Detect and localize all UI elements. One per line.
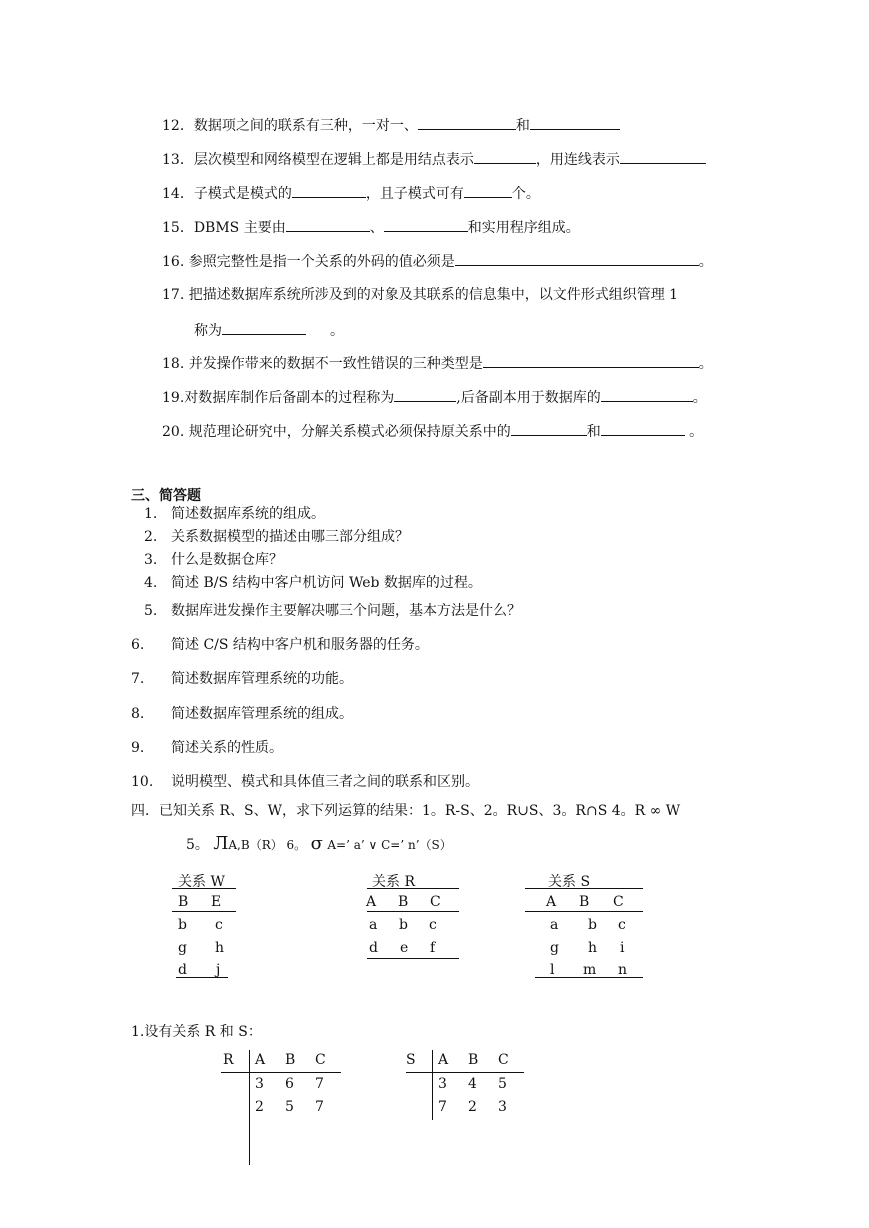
table-cell: j — [216, 962, 221, 978]
column-header: B — [579, 894, 590, 910]
relation-name: S — [406, 1052, 416, 1068]
item-text: 关系数据模型的描述由哪三部分组成？ — [171, 529, 409, 545]
table-title: 关系 S — [548, 874, 591, 890]
column-header: E — [211, 894, 222, 910]
table-cell: h — [588, 940, 598, 956]
relation-name: R — [223, 1052, 234, 1068]
list-item — [131, 706, 353, 722]
question-12 — [162, 115, 620, 134]
table-title: 关系 R — [372, 874, 415, 890]
table-cell: c — [429, 917, 437, 933]
question-text: 参照完整性是指一个关系的外码的值必须是 — [188, 254, 455, 270]
list-item — [144, 603, 521, 619]
question-text: 、 — [369, 220, 384, 236]
question-text: ,后备副本用于数据库的 — [456, 390, 601, 406]
question-13 — [162, 149, 706, 168]
column-header: C — [498, 1052, 509, 1068]
item-text: 说明模型、模式和具体值三者之间的联系和区别。 — [171, 774, 479, 790]
table-cell: a — [550, 917, 559, 933]
answer-blank[interactable] — [474, 149, 536, 164]
list-item — [144, 506, 325, 522]
question-17-continued — [194, 320, 344, 339]
table-cell: 2 — [255, 1099, 264, 1115]
question-text: 数据项之间的联系有三种，一对一、 — [193, 118, 418, 134]
list-item — [144, 575, 482, 591]
question-text: 。 — [698, 356, 713, 372]
question-text: 。 — [689, 424, 704, 440]
table-cell: 3 — [498, 1099, 507, 1115]
column-header: C — [430, 894, 441, 910]
question-text: ，且子模式可有 — [365, 186, 464, 202]
answer-blank[interactable] — [222, 320, 306, 335]
table-cell: b — [178, 917, 187, 933]
table-cell: 6 — [285, 1076, 294, 1092]
question-number: 18. — [162, 356, 185, 372]
question-number: 15． — [162, 220, 194, 236]
item-text: 简述数据库管理系统的功能。 — [171, 671, 353, 687]
item-number: 6. — [131, 637, 145, 653]
table-cell: c — [215, 917, 223, 933]
answer-blank[interactable] — [601, 421, 685, 436]
table-cell: g — [178, 940, 187, 956]
question-text: 和 — [515, 118, 530, 134]
table-cell: l — [550, 962, 555, 978]
table-cell: 3 — [255, 1076, 264, 1092]
question-17 — [162, 287, 678, 303]
list-item — [131, 774, 479, 790]
projection-args: A,B（R） 6。 — [228, 838, 307, 852]
question-19 — [162, 387, 707, 406]
answer-blank[interactable] — [530, 115, 620, 130]
question-number: 14． — [162, 186, 194, 202]
table-cell: 4 — [468, 1076, 477, 1092]
list-item — [131, 637, 429, 653]
question-text: 。 — [698, 254, 713, 270]
question-14 — [162, 183, 540, 202]
question-1-intro: 1.设有关系 R 和 S： — [131, 1024, 262, 1040]
item-number: 8. — [131, 706, 145, 722]
table-cell: m — [583, 962, 597, 978]
table-cell: f — [430, 940, 436, 956]
item-text: 简述数据库管理系统的组成。 — [171, 706, 353, 722]
table-cell: 7 — [438, 1099, 447, 1115]
table-cell: e — [400, 940, 409, 956]
table-cell: 5 — [498, 1076, 507, 1092]
column-header: B — [468, 1052, 479, 1068]
column-header: B — [398, 894, 409, 910]
question-text: 个。 — [511, 186, 540, 202]
answer-blank[interactable] — [286, 217, 370, 232]
question-text: 。 — [330, 323, 344, 339]
selection-symbol: σ — [310, 833, 323, 854]
answer-blank[interactable] — [464, 183, 512, 198]
list-item — [144, 552, 283, 568]
table-cell: 3 — [438, 1076, 447, 1092]
question-text: 。 — [692, 390, 707, 406]
column-header: B — [285, 1052, 296, 1068]
selection-args: A=’ a’ ∨ C=’ n’（S） — [327, 838, 452, 852]
question-number: 12． — [162, 118, 194, 134]
table-cell: d — [369, 940, 378, 956]
question-number: 13． — [162, 152, 194, 168]
question-text: 层次模型和网络模型在逻辑上都是用结点表示 — [193, 152, 474, 168]
table-cell: i — [620, 940, 625, 956]
column-header: A — [438, 1052, 449, 1068]
item-number: 3. — [144, 552, 158, 568]
table-cell: n — [618, 962, 628, 978]
answer-blank[interactable] — [483, 353, 699, 368]
table-cell: a — [369, 917, 378, 933]
question-text: 和 — [586, 424, 601, 440]
item-number: 9. — [131, 740, 145, 756]
table-title: 关系 W — [178, 874, 225, 890]
section-4-line-1: 四．已知关系 R、S、W，求下列运算的结果：1。R-S、2。R∪S、3。R∩S 4。R ∞ W — [131, 803, 681, 819]
section-3-title: 三、简答题 — [131, 488, 201, 504]
table-cell: b — [399, 917, 408, 933]
item-number: 5. — [144, 603, 158, 619]
item-text: 什么是数据仓库？ — [171, 552, 283, 568]
question-number: 20. — [162, 424, 185, 440]
column-header: A — [546, 894, 557, 910]
question-20 — [162, 421, 703, 440]
answer-blank[interactable] — [455, 251, 699, 266]
question-number: 16. — [162, 254, 185, 270]
table-cell: 2 — [468, 1099, 477, 1115]
question-16 — [162, 251, 713, 270]
table-cell: d — [178, 962, 187, 978]
answer-blank[interactable] — [620, 149, 706, 164]
projection-symbol: Л — [213, 833, 229, 854]
column-header: C — [315, 1052, 326, 1068]
item-number: 4. — [144, 575, 158, 591]
item-number: 7. — [131, 671, 145, 687]
table-cell: 5 — [285, 1099, 294, 1115]
table-cell: g — [550, 940, 559, 956]
question-18 — [162, 353, 713, 372]
column-header: C — [613, 894, 624, 910]
question-number: 19. — [162, 390, 185, 406]
item-number: 2. — [144, 529, 158, 545]
op-number: 5。 — [186, 837, 214, 853]
item-number: 10. — [131, 774, 154, 790]
list-item — [131, 671, 353, 687]
question-text: 并发操作带来的数据不一致性错误的三种类型是 — [188, 356, 483, 372]
question-text: 称为 — [194, 323, 222, 339]
table-cell: 7 — [315, 1076, 324, 1092]
table-cell: c — [618, 917, 626, 933]
question-text: 规范理论研究中，分解关系模式必须保持原关系中的 — [188, 424, 511, 440]
table-cell: h — [215, 940, 225, 956]
item-text: 数据库进发操作主要解决哪三个问题，基本方法是什么？ — [171, 603, 521, 619]
answer-blank[interactable] — [418, 115, 516, 130]
table-cell: b — [588, 917, 597, 933]
question-text: 子模式是模式的 — [193, 186, 292, 202]
question-text: 和实用程序组成。 — [467, 220, 580, 236]
item-text: 简述 B/S 结构中客户机访问 Web 数据库的过程。 — [171, 575, 482, 591]
answer-blank[interactable] — [601, 387, 693, 402]
question-15 — [162, 217, 580, 236]
table-cell: 7 — [315, 1099, 324, 1115]
item-text: 简述数据库系统的组成。 — [171, 506, 325, 522]
column-header: B — [178, 894, 189, 910]
question-text: DBMS 主要由 — [193, 220, 286, 236]
answer-blank[interactable] — [384, 217, 468, 232]
answer-blank[interactable] — [511, 421, 587, 436]
column-header: A — [366, 894, 377, 910]
list-item — [144, 529, 409, 545]
item-text: 简述关系的性质。 — [171, 740, 283, 756]
column-header: A — [255, 1052, 266, 1068]
question-text: 对数据库制作后备副本的过程称为 — [184, 390, 395, 406]
question-text: ，用连线表示 — [535, 152, 620, 168]
answer-blank[interactable] — [292, 183, 366, 198]
question-number: 17. — [162, 287, 185, 303]
answer-blank[interactable] — [394, 387, 456, 402]
list-item — [131, 740, 283, 756]
item-number: 1. — [144, 506, 158, 522]
section-4-line-2 — [186, 833, 452, 854]
item-text: 简述 C/S 结构中客户机和服务器的任务。 — [171, 637, 429, 653]
question-text: 把描述数据库系统所涉及到的对象及其联系的信息集中，以文件形式组织管理 1 — [188, 287, 679, 303]
